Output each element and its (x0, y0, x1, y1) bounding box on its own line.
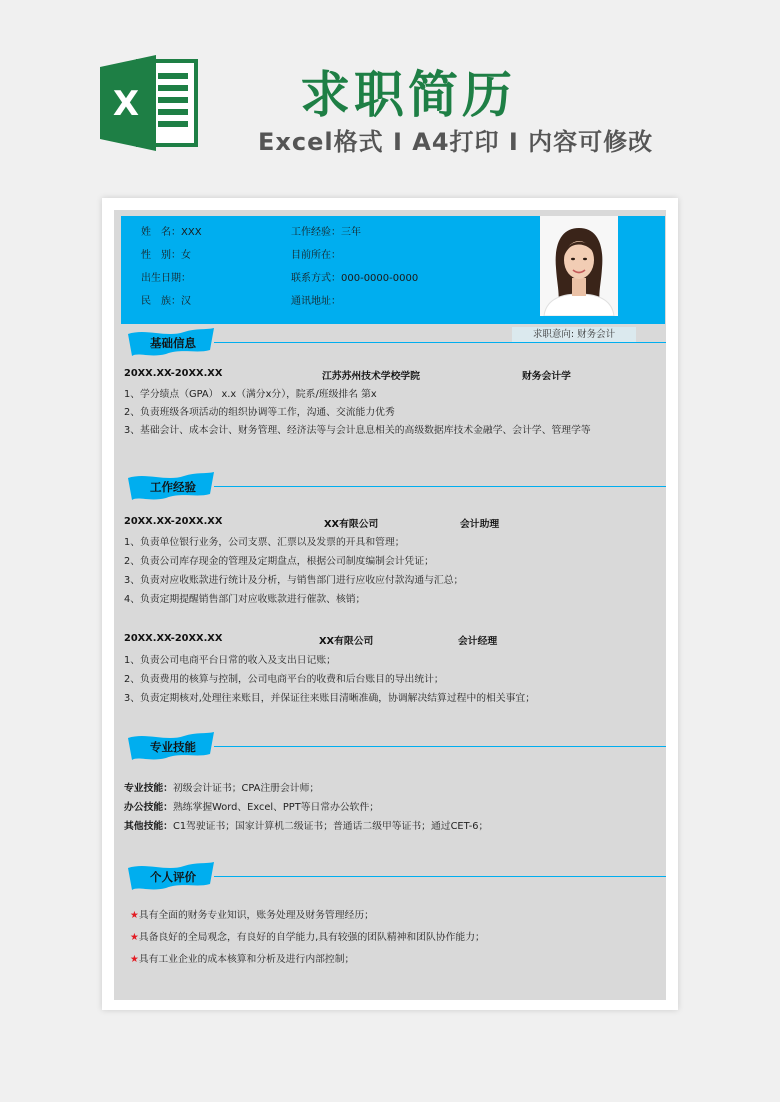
section-divider (214, 486, 666, 487)
review-item: ★具有工业企业的成本核算和分析及进行内部控制； (130, 954, 355, 965)
job-title: 会计经理 (458, 636, 498, 647)
section-work (126, 472, 666, 502)
info-name: 姓 名：XXX (141, 227, 202, 238)
info-address: 通讯地址： (291, 296, 341, 307)
star-icon: ★ (130, 954, 139, 965)
resume-paper (102, 198, 678, 1010)
star-icon: ★ (130, 932, 139, 943)
info-gender: 性 别：女 (141, 250, 191, 261)
skill-value: 熟练掌握Word、Excel、PPT等日常办公软件； (172, 802, 380, 813)
info-ethnicity: 民 族：汉 (141, 296, 191, 307)
edu-major: 财务会计学 (522, 371, 571, 382)
job-item: 2、负责费用的核算与控制，公司电商平台的收费和后台账目的导出统计； (124, 674, 444, 685)
edu-period: 20XX.XX-20XX.XX (124, 368, 223, 379)
job-item: 4、负责定期提醒销售部门对应收账款进行催款、核销； (124, 594, 366, 605)
edu-item: 3、基础会计、成本会计、财务管理、经济法等与会计息息相关的高级数据库技术金融学、会计学、管理学等 (124, 425, 591, 436)
section-divider (214, 746, 666, 747)
job-company: XX有限公司 (319, 636, 374, 647)
job-item: 3、负责对应收账款进行统计及分析，与销售部门进行应收应付款沟通与汇总； (124, 575, 464, 586)
skill-label: 专业技能： (124, 783, 173, 794)
job-period: 20XX.XX-20XX.XX (124, 516, 223, 527)
info-experience: 工作经验：三年 (291, 227, 361, 238)
edu-school: 江苏苏州技术学校学院 (322, 371, 420, 382)
skill-row (124, 818, 488, 832)
personal-info-box (121, 216, 665, 324)
resume-sheet (114, 210, 666, 1000)
section-divider (214, 876, 666, 877)
section-divider (214, 342, 666, 343)
skill-row (124, 780, 319, 794)
star-icon: ★ (130, 910, 139, 921)
section-basic (126, 328, 666, 358)
section-skills (126, 732, 666, 762)
header-banner (0, 0, 780, 190)
review-item: ★具有全面的财务专业知识，账务处理及财务管理经历； (130, 910, 374, 921)
info-location: 目前所在： (291, 250, 341, 261)
job-item: 2、负责公司库存现金的管理及定期盘点，根据公司制度编制会计凭证； (124, 556, 434, 567)
job-intent: 求职意向: 财务会计 (512, 327, 636, 343)
skill-label: 其他技能： (124, 821, 173, 832)
job-period: 20XX.XX-20XX.XX (124, 633, 223, 644)
info-contact: 联系方式：000-0000-0000 (291, 273, 419, 284)
job-title: 会计助理 (460, 519, 500, 530)
edu-item: 2、负责班级各项活动的组织协调等工作，沟通、交流能力优秀 (124, 407, 395, 418)
info-birth: 出生日期： (141, 273, 191, 284)
page-subtitle: Excel格式 I A4打印 I 内容可修改 (258, 128, 654, 156)
edu-item: 1、学分绩点（GPA） x.x（满分x分），院系/班级排名 第x (124, 389, 377, 400)
job-item: 1、负责公司电商平台日常的收入及支出日记账； (124, 655, 336, 666)
section-title-work: 工作经验 (150, 480, 196, 494)
profile-photo (540, 216, 618, 316)
job-company: XX有限公司 (324, 519, 379, 530)
skill-label: 办公技能： (124, 802, 173, 813)
page-title: 求职简历 (300, 66, 516, 124)
section-title-skills: 专业技能 (150, 740, 196, 754)
excel-icon (100, 55, 200, 151)
skill-value: 初级会计证书；CPA注册会计师； (172, 783, 320, 794)
section-review (126, 862, 666, 892)
section-title-basic: 基础信息 (150, 336, 196, 350)
job-item: 3、负责定期核对,处理往来账目，并保证往来账目清晰准确，协调解决结算过程中的相关事宜； (124, 693, 536, 704)
skill-value: C1驾驶证书；国家计算机二级证书；普通话二级甲等证书；通过CET-6； (172, 821, 489, 832)
skill-row (124, 799, 379, 813)
review-item: ★具备良好的全局观念，有良好的自学能力,具有较强的团队精神和团队协作能力； (130, 932, 485, 943)
job-item: 1、负责单位银行业务，公司支票、汇票以及发票的开具和管理； (124, 537, 405, 548)
svg-text:X: X (112, 84, 140, 124)
section-title-review: 个人评价 (150, 870, 196, 884)
